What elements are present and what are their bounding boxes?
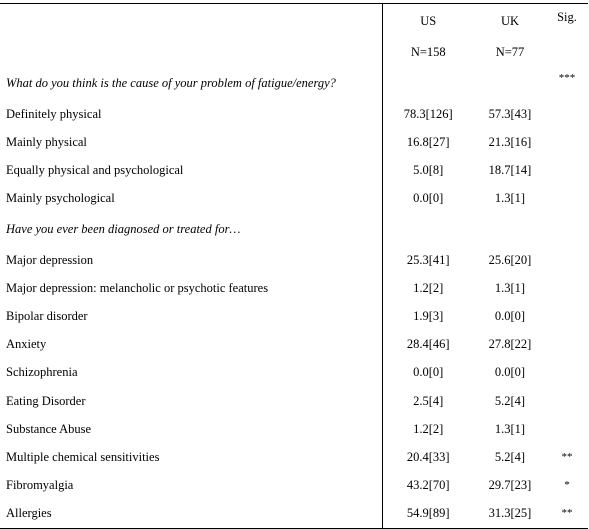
table-row	[0, 247, 588, 275]
row-label: Major depression	[6, 253, 94, 268]
significance-marker: **	[561, 451, 573, 464]
value-us: 1.2[2]	[382, 415, 474, 443]
row-label: Mainly physical	[6, 134, 87, 149]
results-table	[0, 3, 588, 529]
value-uk: 1.3[1]	[494, 190, 526, 205]
significance-marker: ***	[558, 72, 576, 84]
row-label: Mainly psychological	[6, 190, 115, 205]
n-row	[0, 38, 588, 66]
value-uk: 27.8[22]	[488, 337, 532, 352]
row-label: Multiple chemical sensitivities	[6, 449, 160, 464]
value-us: 28.4[46]	[382, 331, 474, 359]
value-us: 0.0[0]	[382, 359, 474, 387]
significance-marker: *	[564, 479, 570, 492]
table-row	[0, 275, 588, 303]
value-us: 54.9[89]	[382, 499, 474, 528]
header-sig: Sig.	[546, 4, 588, 39]
value-us	[382, 212, 474, 246]
row-label: Fibromyalgia	[6, 477, 74, 492]
section-heading-row	[0, 212, 588, 246]
value-uk: 18.7[14]	[488, 162, 532, 177]
row-label: Equally physical and psychological	[6, 162, 184, 177]
value-uk	[474, 212, 546, 246]
value-uk: 57.3[43]	[488, 106, 532, 121]
header-uk: UK	[474, 4, 546, 39]
value-us: 20.4[33]	[382, 443, 474, 471]
row-label: Allergies	[0, 499, 382, 528]
value-uk: 25.6[20]	[488, 253, 532, 268]
row-label: Anxiety	[6, 337, 47, 352]
significance-marker	[546, 331, 588, 359]
row-label: Major depression: melancholic or psychotic features	[6, 281, 269, 296]
table-row	[0, 156, 588, 184]
value-us: 43.2[70]	[382, 471, 474, 499]
n-us: N=158	[382, 38, 474, 66]
n-sig-blank	[546, 38, 588, 66]
header-row	[0, 4, 588, 39]
value-us	[382, 66, 474, 100]
significance-marker	[546, 303, 588, 331]
value-uk: 29.7[23]	[488, 477, 532, 492]
section-heading: Have you ever been diagnosed or treated for…	[6, 222, 241, 237]
value-uk: 0.0[0]	[494, 365, 526, 380]
row-label: Substance Abuse	[6, 421, 92, 436]
value-us: 1.9[3]	[382, 303, 474, 331]
value-uk: 1.3[1]	[494, 421, 526, 436]
table-row	[0, 471, 588, 499]
header-us: US	[382, 4, 474, 39]
significance-marker	[546, 100, 588, 128]
section-heading-row	[0, 66, 588, 100]
n-blank	[0, 38, 382, 66]
table-row	[0, 359, 588, 387]
value-uk: 0.0[0]	[494, 309, 526, 324]
value-us: 5.0[8]	[382, 156, 474, 184]
value-us: 25.3[41]	[382, 247, 474, 275]
value-uk: 1.3[1]	[494, 281, 526, 296]
table-row	[0, 303, 588, 331]
significance-marker	[546, 415, 588, 443]
section-heading: What do you think is the cause of your problem of fatigue/energy?	[6, 75, 336, 90]
value-us: 0.0[0]	[382, 184, 474, 212]
value-uk: 5.2[4]	[494, 393, 526, 408]
value-us: 16.8[27]	[382, 128, 474, 156]
table-row	[0, 499, 588, 528]
significance-marker	[546, 212, 588, 246]
value-uk: 5.2[4]	[494, 449, 526, 464]
significance-marker	[546, 247, 588, 275]
value-us: 78.3[126]	[382, 100, 474, 128]
table-row	[0, 184, 588, 212]
table-row	[0, 100, 588, 128]
significance-marker	[546, 275, 588, 303]
table-row	[0, 387, 588, 415]
table-row	[0, 128, 588, 156]
significance-marker: **	[546, 499, 588, 528]
value-uk: 31.3[25]	[474, 499, 546, 528]
row-label: Eating Disorder	[6, 393, 86, 408]
significance-marker	[546, 184, 588, 212]
significance-marker	[546, 387, 588, 415]
value-us: 2.5[4]	[382, 387, 474, 415]
significance-marker	[546, 156, 588, 184]
value-us: 1.2[2]	[382, 275, 474, 303]
row-label: Definitely physical	[6, 106, 102, 121]
significance-marker	[546, 128, 588, 156]
table-row	[0, 443, 588, 471]
header-blank	[0, 4, 382, 39]
table-row	[0, 415, 588, 443]
value-uk: 21.3[16]	[488, 134, 532, 149]
n-uk: N=77	[495, 44, 525, 59]
row-label: Bipolar disorder	[6, 309, 88, 324]
significance-marker	[546, 359, 588, 387]
row-label: Schizophrenia	[6, 365, 78, 380]
table-row	[0, 331, 588, 359]
value-uk	[474, 66, 546, 100]
